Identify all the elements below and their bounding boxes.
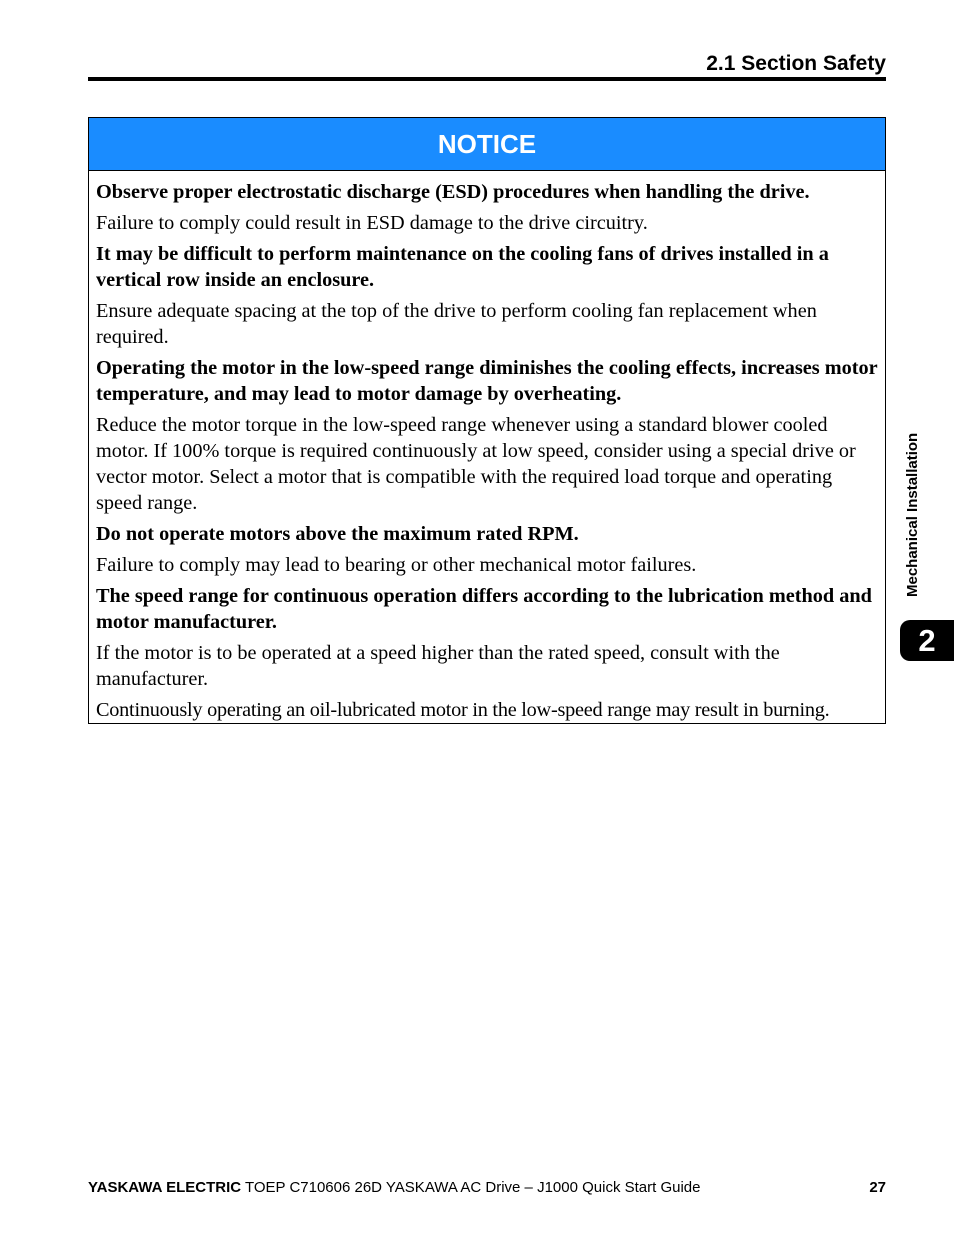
notice-box	[88, 117, 886, 724]
footer-company: YASKAWA ELECTRIC	[88, 1179, 242, 1196]
footer-document-title: TOEP C710606 26D YASKAWA AC Drive – J1000 Quick Start Guide	[241, 1179, 701, 1196]
notice-paragraph: Observe proper electrostatic discharge (ESD) procedures when handling the drive.	[96, 181, 810, 203]
notice-paragraph: Continuously operating an oil-lubricated motor in the low-speed range may result in burning.	[96, 699, 830, 721]
chapter-number: 2	[918, 622, 936, 658]
notice-paragraph: Failure to comply could result in ESD damage to the drive circuitry.	[96, 212, 648, 234]
notice-header	[89, 118, 885, 171]
notice-body	[89, 171, 885, 723]
notice-paragraph: It may be difficult to perform maintenance on the cooling fans of drives installed in a vertical row inside an enclosure.	[96, 243, 829, 291]
notice-paragraph: Operating the motor in the low-speed range diminishes the cooling effects, increases motor temperature, and may lead to motor damage by overheating.	[96, 357, 878, 405]
notice-paragraph: Reduce the motor torque in the low-speed range whenever using a standard blower cooled motor. If 100% torque is required continuously at low speed, consider using a special drive or vector motor. Select a motor that is compatible with the required load torque and operating speed range.	[96, 414, 856, 514]
chapter-side-label: Mechanical Installation	[904, 432, 921, 597]
header-rule	[88, 77, 886, 81]
notice-paragraph: Failure to comply may lead to bearing or other mechanical motor failures.	[96, 554, 697, 576]
notice-title: NOTICE	[437, 129, 537, 159]
page-number: 27	[869, 1179, 886, 1196]
page-footer	[88, 1178, 886, 1198]
section-title: 2.1 Section Safety	[706, 52, 886, 75]
notice-paragraph: The speed range for continuous operation differs according to the lubrication method and motor manufacturer.	[96, 585, 872, 633]
chapter-tab	[900, 620, 954, 661]
notice-paragraph: If the motor is to be operated at a speed higher than the rated speed, consult with the manufacturer.	[96, 642, 780, 690]
notice-paragraph: Do not operate motors above the maximum rated RPM.	[96, 523, 579, 545]
notice-paragraph: Ensure adequate spacing at the top of the drive to perform cooling fan replacement when required.	[96, 300, 817, 348]
